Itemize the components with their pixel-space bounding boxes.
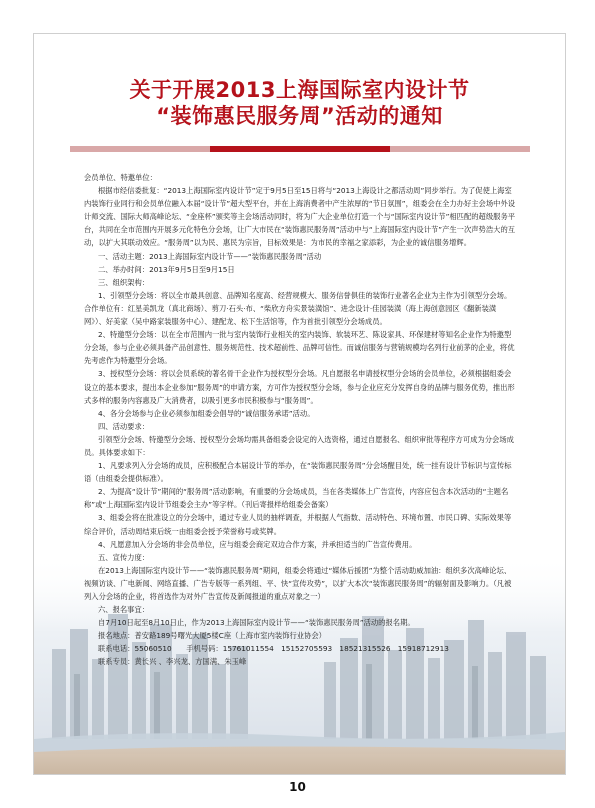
requirement-1: 1、凡要求列入分会场的成员，应积极配合本届设计节的举办，在“装饰惠民服务周”分会场醒目处，统一挂有设计节标识与宣传标语（由组委会提供标准）。	[84, 461, 512, 484]
page-title-line-2: “装饰惠民服务周”活动的通知	[156, 104, 443, 128]
section-publicity-heading: 五、宣传力度：	[98, 552, 150, 562]
registration-address: 报名地点：普安路189号曙光大厦5楼C座（上海市室内装饰行业协会）	[98, 631, 326, 641]
section-time: 二、举办时间：2013年9月5日至9月15日	[98, 264, 235, 274]
requirement-3: 3、组委会将在批准设立的分会场中，通过专业人员的抽样调查，并根据人气指数、活动特色、环境布置、市民口碑、实际效果等综合评价，活动周结束后统一由组委会授予荣誉称号或奖牌。	[84, 513, 512, 536]
section-theme: 一、活动主题：2013上海国际室内设计节——“装饰惠民服务周”活动	[98, 251, 322, 261]
page-title-line-1: 关于开展2013上海国际室内设计节	[129, 78, 470, 102]
requirement-4: 4、凡愿意加入分会场的非会员单位，应与组委会商定双边合作方案，并承担适当的广告宣传费用。	[98, 539, 417, 549]
structure-item-4: 4、各分会场参与企业必须参加组委会倡导的“诚信服务承诺”活动。	[98, 408, 315, 418]
contact-persons: 联系专员：黄长兴 、李兴龙、方国满、朱玉峰	[98, 657, 247, 667]
intro-paragraph: 根据市经信委批复：“2013上海国际室内设计节”定于9月5日至15日将与“2013上海设计之都活动周”同步举行。为了促使上海室内装饰行业同行和会员单位融入本届“设计节”超大型平台，并在上海消费者中产生浓厚的“节日氛围”，组委会在全力办好主会场中外设计师交流、国际大师高峰论坛、“金座杯”颁奖等主会场活动同时，将为广大企业单位打造一个与“国际室内设计节”相匹配的超级服务平台，共同在全市范围内开展多元化特色分会场，让广大市民在“装饰惠民服务周”活动中与“上海国际室内设计节”产生一次声势浩大的互动，以扩大其联动效应。“服务周”以为民、惠民为宗旨，目标效果是：为市民的幸福之家添彩，为企业的诚信服务增辉。	[84, 186, 516, 248]
contact-phones: 联系电话：55060510 手机号码：15761011554 15152705593 18521315526 15918712913	[98, 644, 449, 654]
salutation: 会员单位、特邀单位：	[84, 173, 157, 182]
section-structure-heading: 三、组织架构：	[98, 277, 150, 287]
page-frame	[33, 33, 566, 775]
notice-body	[84, 171, 516, 669]
structure-item-3: 3、授权型分会场：将以会员系统的著名骨干企业作为授权型分会场。凡自愿报名申请授权型分会场的会员单位，必须根据组委会设立的基本要求，提出本企业参加“服务周”的申请方案，方可作为授权型分会场，参与企业应充分发挥自身的品牌与服务优势，推出形式多样的服务内容惠及广大消费者，以吸引更多市民积极参与“服务周”。	[84, 369, 515, 405]
title-underline-left	[70, 146, 210, 152]
title-underline-right	[390, 146, 530, 152]
section-requirements-heading: 四、活动要求：	[98, 421, 150, 431]
publicity-paragraph: 在2013上海国际室内设计节——“装饰惠民服务周”期间，组委会将通过“媒体后援团”为整个活动助威加油：组织多次高峰论坛、视频访谈、广电新闻、网络直播、广告专版等一系列组、平、快“宣传攻势”，以扩大本次“装饰惠民服务周”的辐射面及影响力。（凡被列入分会场的企业，将首选作为对外广告宣传及新闻报道的重点对象之一）	[84, 565, 512, 601]
structure-item-1: 1、引领型分会场：将以全市最具创意、品牌知名度高、经营规模大、服务信誉俱佳的装饰行业著名企业为主作为引领型分会场。合作单位有：红星美凯龙（真北商场）、剪刀·石头·布、“柴欣方舟实景装潢馆”、进念设计·佳园装潢（海上海创意园区《翻新装潢网》）、好美家（吴中路家装服务中心）、建配龙、松下生活馆等，作为首批引领型分会场成员。	[84, 290, 512, 327]
requirements-intro: 引领型分会场、特邀型分会场、授权型分会场均需具备组委会设定的入选资格，通过自愿报名、组织审批等程序方可成为分会场成员。具体要求如下：	[84, 434, 514, 457]
page-number: 10	[289, 780, 306, 794]
registration-period: 自7月10日起至8月10日止，作为2013上海国际室内设计节——“装饰惠民服务周”活动的报名期。	[98, 618, 415, 628]
structure-item-2: 2、特邀型分会场：以在全市范围内一批与室内装饰行业相关的室内装饰、软装环艺、陈设家具、环保建材等知名企业作为特邀型分会场，参与企业必须具备产品创意性、服务规范性、技术超前性、品牌可信性。而诚信服务与营销规模均名列行业前茅的企业，将优先考虑作为特邀型分会场。	[84, 330, 515, 366]
section-registration-heading: 六、报名事宜：	[98, 605, 150, 615]
requirement-2: 2、为提高“设计节”期间的“服务周”活动影响，有重要的分会场成员，当在各类媒体上广告宣传，内容应包含本次活动的“主题名称”或“上海国际室内设计节组委会主办”等字样。（刊后寄报样给组委会备案）	[84, 487, 509, 510]
title-underline-center	[210, 146, 390, 152]
